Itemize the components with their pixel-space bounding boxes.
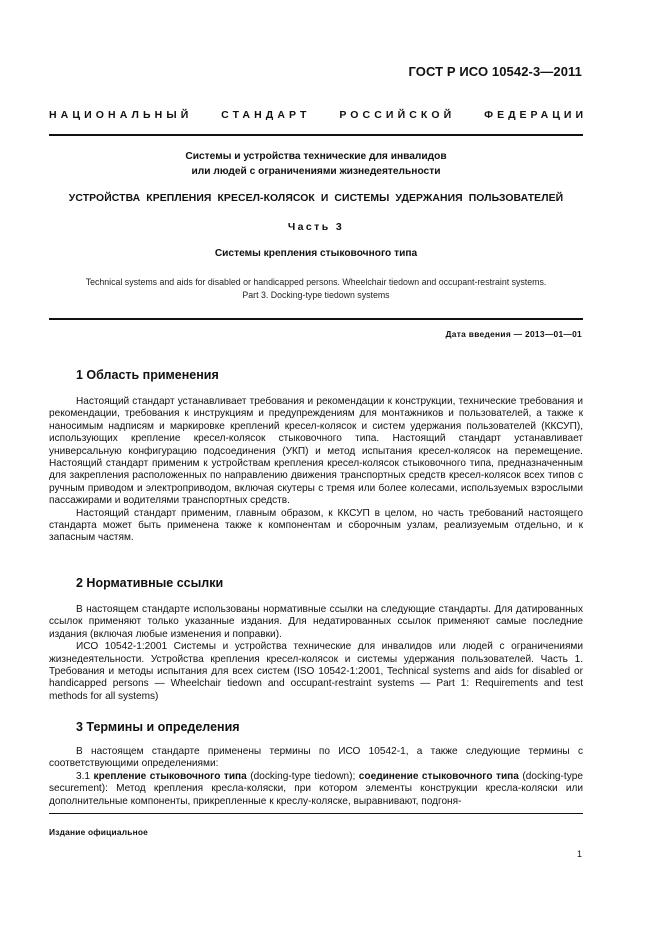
section-heading-scope: 1 Область применения	[76, 368, 219, 382]
title-english-line: Technical systems and aids for disabled or handicapped persons. Wheelchair tiedown and occupant-restraint systems.	[85, 277, 547, 287]
title-russian	[49, 149, 583, 179]
term-number: 3.1	[76, 770, 91, 782]
title-english-line: Part 3. Docking-type tiedown systems	[242, 290, 390, 300]
paragraph: ИСО 10542-1:2001 Системы и устройства технические для инвалидов или людей с ограничениями жизнедеятельности. Устройства крепления кресел-колясок и системы удержания пользователей. Часть 1. Требования и методы испытания для всех систем (ISO 10542-1:2001, Technical systems and aids for disabled or handicapped persons — Wheelchair tiedown and occupant-restraint systems — Part 1: Requirements and test methods for all systems)	[49, 641, 583, 702]
footer-divider	[49, 813, 583, 814]
section-heading-references: 2 Нормативные ссылки	[76, 576, 224, 590]
term-name: крепление стыковочного типа	[93, 770, 247, 782]
title-english	[49, 276, 583, 302]
term-name: соединение стыковочного типа	[358, 770, 519, 782]
paragraph: В настоящем стандарте использованы нормативные ссылки на следующие стандарты. Для датированных ссылок применяют только указанные издания. Для недатированных ссылок применяют самые последние издания (включая любые изменения и поправки).	[49, 604, 583, 640]
term-english: (docking-type securement):	[49, 770, 583, 795]
term-english: (docking-type tiedown);	[250, 770, 356, 782]
section-body-references	[49, 604, 583, 703]
main-title: УСТРОЙСТВА КРЕПЛЕНИЯ КРЕСЕЛ-КОЛЯСОК И СИСТЕМЫ УДЕРЖАНИЯ ПОЛЬЗОВАТЕЛЕЙ	[68, 193, 564, 204]
part-label: Часть 3	[287, 221, 345, 233]
national-standard-word: РОССИЙСКОЙ	[339, 109, 456, 121]
paragraph: Настоящий стандарт применим, главным образом, к ККСУП в целом, но часть требований настоящего стандарта может быть применена также к компонентам и сборочным узлам, реализуемым отдельно, и к запасным частям.	[49, 507, 583, 544]
section-heading-terms: 3 Термины и определения	[76, 720, 240, 734]
effective-date: Дата введения — 2013—01—01	[445, 329, 582, 339]
title-divider	[49, 318, 583, 320]
title-russian-line: Системы и устройства технические для инвалидов	[185, 151, 447, 162]
term-definition-text: Метод крепления кресла-коляски, при котором элементы конструкции кресла-коляски или дополнительные компоненты, прикрепленные к креслу-коляске, выравнивают, подгоня-	[49, 783, 583, 807]
standard-code: ГОСТ Р ИСО 10542-3—2011	[408, 64, 582, 79]
national-standard-word: ФЕДЕРАЦИИ	[484, 109, 587, 121]
paragraph: Настоящий стандарт устанавливает требования и рекомендации к конструкции, технические требования и рекомендации, требования к инструкциям и предупреждениям для монтажников и пользователей, а также к наносимым надписям и маркировке креплений кресел-колясок и систем удержания пользователей (ККСУП), использующих крепление кресел-колясок стыковочного типа. Настоящий стандарт устанавливает универсальную конфигурацию подсоединения (УКП) и метод испытания кресел-колясок на перемещение. Настоящий стандарт применим к устройствам крепления кресел-колясок стыковочного типа, предназначенным для закрепления расположенных по направлению движения транспортных средств кресел-колясок всех типов с ручным приводом и электроприводом, включая скутеры с тремя или более колесами, используемых взрослыми пассажирами и водителями транспортных средств.	[49, 396, 583, 507]
page-number: 1	[576, 849, 582, 859]
national-standard-word: СТАНДАРТ	[221, 109, 311, 121]
part-subtitle: Системы крепления стыковочного типа	[214, 248, 418, 259]
national-standard-heading	[49, 109, 587, 121]
title-russian-line: или людей с ограничениями жизнедеятельности	[191, 166, 441, 177]
top-divider	[49, 134, 583, 136]
term-definition	[49, 771, 583, 808]
edition-label: Издание официальное	[49, 827, 148, 837]
section-body-terms	[49, 746, 583, 808]
paragraph: В настоящем стандарте применены термины по ИСО 10542-1, а также следующие термины с соответствующими определениями:	[49, 746, 583, 770]
section-body-scope	[49, 396, 583, 545]
national-standard-word: НАЦИОНАЛЬНЫЙ	[49, 109, 193, 121]
